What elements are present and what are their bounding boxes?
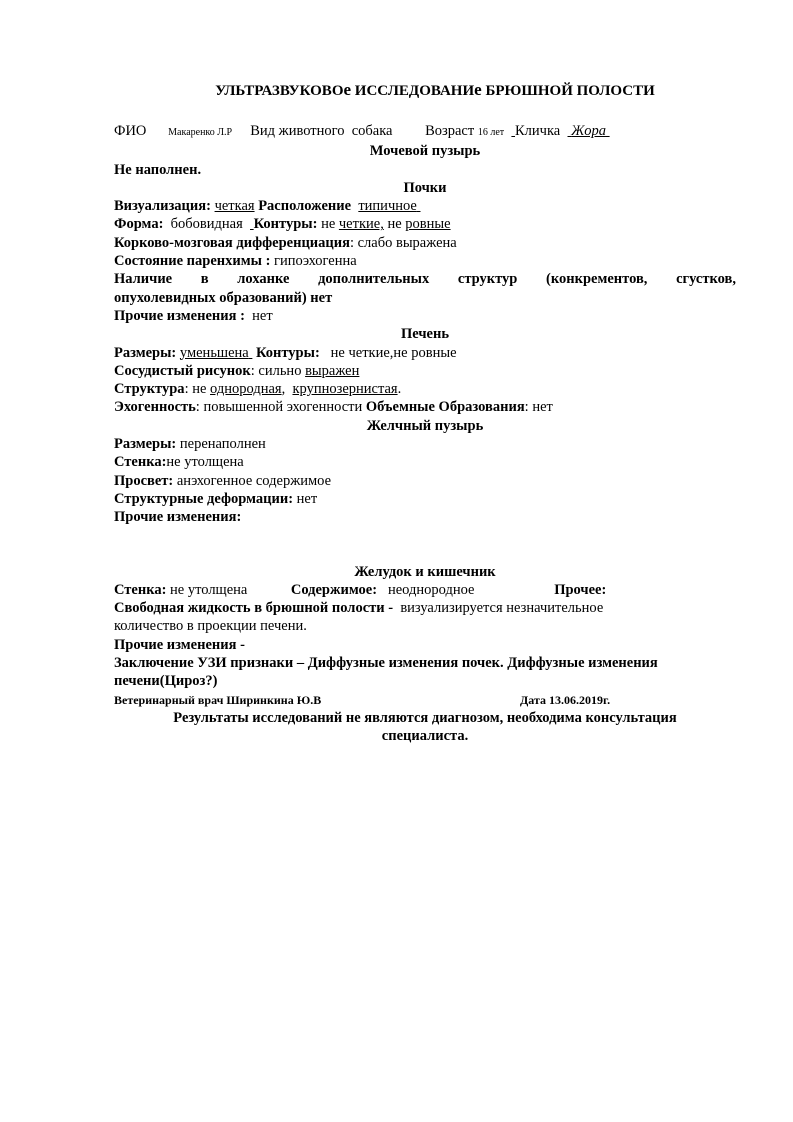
field-label: Структурные деформации: [114, 490, 294, 507]
field-value: бобовидная [170, 216, 243, 233]
kidneys-pelvis-line: Наличие в лоханке дополнительных структур (конкрементов, сгустков, [114, 271, 736, 288]
document [114, 80, 736, 746]
field-value: анэхогенное содержимое [176, 472, 332, 489]
field-label: Объемные Образования [365, 399, 525, 416]
gallbladder-heading: Желчный пузырь [366, 417, 484, 434]
title-part: УЛЬТРАЗВУКОВО [215, 83, 344, 99]
field-value: четкая [214, 198, 255, 215]
title-part: е [474, 80, 482, 99]
field-value: . [397, 381, 402, 398]
field-value: крупнозернистая [292, 381, 398, 398]
field-label: Прочие изменения : [114, 307, 245, 324]
conclusion-line: Заключение УЗИ признаки – Диффузные изменения почек. Диффузные изменения [114, 655, 658, 672]
species-label: Вид животного [250, 123, 345, 139]
species-value: собака [351, 123, 393, 139]
gallbladder-wall-line [114, 453, 736, 471]
field-label: Форма: [114, 216, 164, 233]
gi-fluid-line-2: количество в проекции печени. [114, 618, 307, 635]
field-value: не четкие,не ровные [330, 344, 457, 361]
field-label: Размеры: [114, 344, 177, 361]
field-value: не утолщена [166, 454, 244, 471]
field-value: : нет [524, 399, 553, 416]
gi-fluid-line [114, 599, 736, 617]
field-value: перенаполнен [179, 436, 266, 453]
field-value: нет [252, 307, 273, 324]
conclusion-line-2: печени(Цироз?) [114, 673, 218, 690]
kidneys-heading: Почки [403, 179, 447, 196]
kidneys-other-line [114, 307, 736, 325]
field-value: не [387, 216, 402, 233]
field-value: нет [296, 490, 318, 507]
field-value: визуализируется незначительное [400, 600, 604, 617]
field-label: Эхогенность [114, 399, 196, 416]
doctor-signature: Ветеринарный врач Ширинкина Ю.В [114, 692, 322, 707]
field-label: Прочее: [554, 581, 607, 598]
gi-heading: Желудок и кишечник [354, 563, 496, 580]
fio-label: ФИО [114, 123, 147, 139]
gallbladder-deform-line [114, 490, 736, 508]
field-value: : сильно [250, 362, 302, 379]
title-part: БРЮШНОЙ ПОЛОСТИ [481, 83, 655, 99]
gi-wall-line [114, 581, 736, 599]
age-value: 16 лет [477, 127, 505, 138]
signature-line [114, 691, 736, 709]
exam-date: Дата 13.06.2019г. [520, 692, 611, 707]
field-value: , [281, 381, 286, 398]
kidneys-pelvis-line-2: опухолевидных образований) нет [114, 289, 333, 306]
field-value: однородная [210, 381, 282, 398]
page-title [114, 80, 736, 100]
field-value: : не [184, 381, 207, 398]
field-value: типичное [358, 198, 417, 215]
field-label: Просвет: [114, 472, 174, 489]
name-label: Кличка [515, 123, 561, 139]
fio-value: Макаренко Л.Р [168, 127, 233, 138]
title-part: е [343, 80, 352, 99]
field-value: : слабо выражена [349, 234, 457, 251]
field-label: Контуры: [255, 344, 320, 361]
spacer [114, 527, 736, 563]
liver-vasc-line [114, 362, 736, 380]
kidneys-cortex-line [114, 234, 736, 252]
field-value: уменьшена [179, 344, 249, 361]
gallbladder-lumen-line [114, 472, 736, 490]
field-label: Расположение [258, 198, 352, 215]
field-label: Сосудистый рисунок [114, 362, 251, 379]
field-label: Структура [114, 381, 185, 398]
field-value: гипоэхогенна [274, 253, 357, 270]
kidneys-vis-line [114, 197, 736, 215]
field-value: не [321, 216, 336, 233]
name-value: Жора [571, 123, 606, 139]
field-label: Стенка: [114, 454, 167, 471]
field-label: Контуры: [253, 216, 318, 233]
gallbladder-size-line [114, 435, 736, 453]
kidneys-form-line [114, 215, 736, 233]
age-label: Возраст [425, 123, 475, 139]
bladder-text: Не наполнен. [114, 161, 202, 178]
liver-echo-line [114, 398, 736, 416]
field-value: : повышенной эхогенности [195, 399, 363, 416]
gallbladder-other-line: Прочие изменения: [114, 509, 242, 526]
field-label: Стенка: [114, 581, 167, 598]
field-label: Визуализация: [114, 198, 211, 215]
field-label: Корково-мозговая дифференциация [114, 234, 350, 251]
field-label: Содержимое: [290, 581, 378, 598]
field-label: Состояние паренхимы : [114, 253, 271, 270]
title-part: ИССЛЕДОВАНИ [351, 83, 475, 99]
liver-size-line [114, 344, 736, 362]
field-value: ровные [405, 216, 451, 233]
gi-other-line: Прочие изменения - [114, 636, 245, 653]
bladder-heading: Мочевой пузырь [369, 143, 481, 160]
field-value: неоднородное [387, 581, 475, 598]
field-value: четкие, [338, 216, 384, 233]
disclaimer: Результаты исследований не являются диагнозом, необходима консультация специалиста. [173, 709, 677, 745]
field-value: не утолщена [170, 581, 248, 598]
field-label: Свободная жидкость в брюшной полости - [114, 600, 394, 617]
liver-struct-line [114, 380, 736, 398]
patient-line [114, 122, 736, 142]
field-value: выражен [305, 362, 360, 379]
liver-heading: Печень [401, 326, 449, 343]
field-label: Размеры: [114, 436, 177, 453]
kidneys-parenchyma-line [114, 252, 736, 270]
